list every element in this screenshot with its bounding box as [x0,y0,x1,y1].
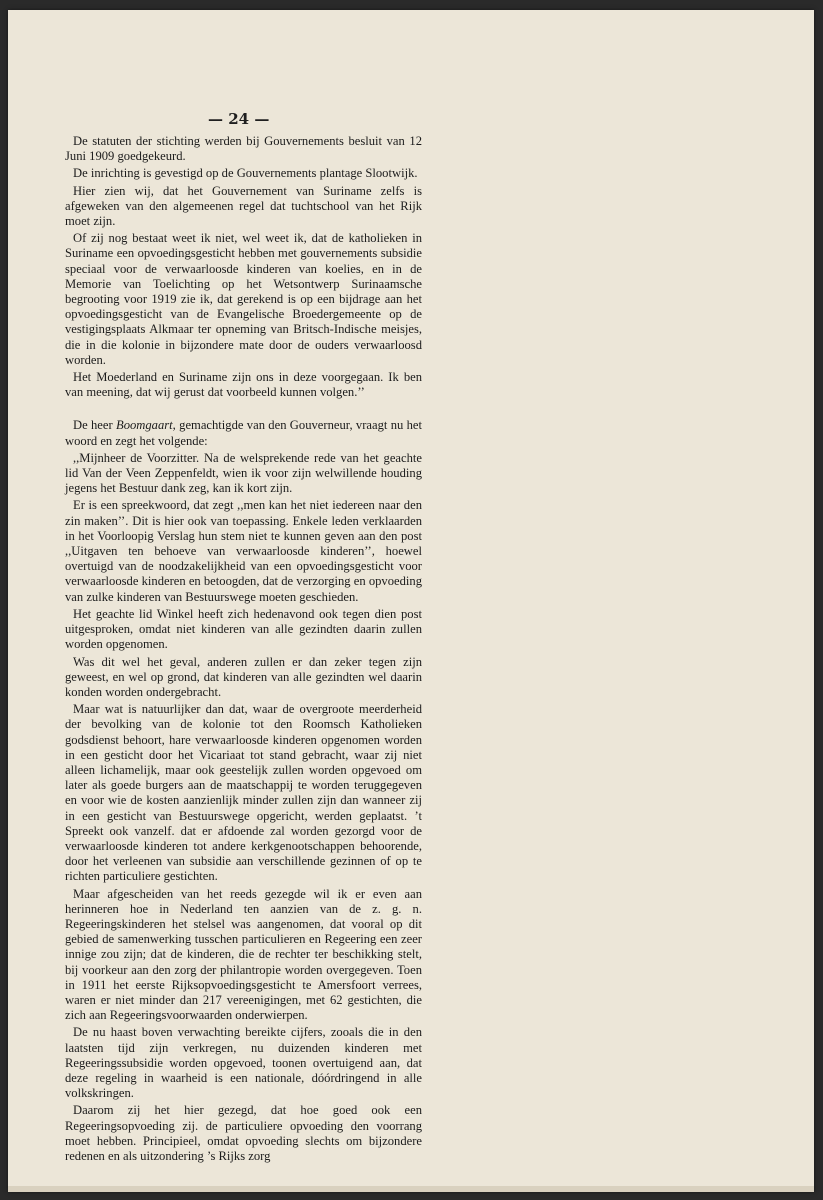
paragraph: Maar afgescheiden van het reeds gezegde wil ik er even aan herinneren hoe in Nederland ten aanzien van de z. g. n. Regeeringskinderen het stelsel was aangenomen, dat vooral op dit gebied de samenwerking tusschen particulieren en Regeering een zeer innige zou zijn; dat de kinderen, die de rechter ter beschikking stelt, bij voorkeur aan den zorg der philantropie worden overgegeven. Toen in 1911 het eerste Rijksopvoedingsgesticht te Amersfoort verrees, waren er niet minder dan 217 vereenigingen, met 62 gestichten, die zich aan Regeeringsvoorwaarden onderwierpen. [65,886,422,1023]
paragraph-speaker-intro [65,418,422,448]
paragraph: Was dit wel het geval, anderen zullen er dan zeker tegen zijn geweest, en wel op grond, dat kinderen van alle gezindten wel daarin konden worden ondergebracht. [65,654,422,699]
paragraph: Er is een spreekwoord, dat zegt ,,men kan het niet iedereen naar den zin maken’’. Dit is hier ook van toepassing. Enkele leden verklaarden in het Voorloopig Verslag hun stem niet te kunnen geven aan den post ,,Uitgaven ten behoeve van verwaarloosde kinderen’’, hoewel overtuigd van de noodzakelijkheid van een opvoedingsgesticht voor verwaarloosde kinderen en betoogden, dat de verzorging en opvoeding van zulke kinderen van Bestuurswege moeten geschieden. [65,498,422,604]
paragraph: Het Moederland en Suriname zijn ons in deze voorgegaan. Ik ben van meening, dat wij gerust dat voorbeeld kunnen volgen.’’ [65,370,422,400]
speaker-intro-before: De heer [73,418,116,433]
paragraph: De nu haast boven verwachting bereikte cijfers, zooals die in den laatsten tijd zijn verkregen, nu duizenden kinderen met Regeeringssubsidie worden opgevoed, toonen overtuigend aan, dat deze regeling in waarheid is een nationale, dóórdringend in alle volkskringen. [65,1025,422,1101]
paragraph: De inrichting is gevestigd op de Gouvernements plantage Slootwijk. [73,166,418,181]
paragraph: Daarom zij het hier gezegd, dat hoe goed ook een Regeeringsopvoeding zij. de particuliere opvoeding den voorrang moet hebben. Principieel, omdat opvoeding slechts om bijzondere redenen en als uitzondering ’s Rijks zorg [65,1103,422,1163]
paragraph: Hier zien wij, dat het Gouvernement van Suriname zelfs is afgeweken van den algemeenen regel dat tuchtschool van het Rijk moet zijn. [65,183,422,229]
document-page [8,10,814,1192]
paragraph: Het geachte lid Winkel heeft zich hedenavond ook tegen dien post uitgesproken, omdat niet kinderen van alle gezindten daarin zullen worden opgenomen. [65,606,422,652]
paragraph: Maar wat is natuurlijker dan dat, waar de overgroote meerderheid der bevolking van de kolonie tot den Roomsch Katholieken godsdienst behoort, hare verwaarloosde kinderen opgenomen worden in een gesticht door het Vicariaat tot stand gebracht, waar zij niet alleen lichamelijk, maar ook geestelijk zullen worden opgevoed om later als goede burgers aan de maatschappij te worden teruggegeven en voor wie de kosten aanzienlijk minder zullen zijn dan wanneer zij in een gesticht van Bestuurswege opgericht, werden geplaatst. ’t Spreekt ook vanzelf. dat er afdoende zal worden gezorgd voor de verwaarloosde kinderen tot andere kerkgenootschappen behoorende, door het verleenen van subsidie aan verschillende gezinnen of op te richten particuliere gestichten. [65,702,422,884]
paragraph: De statuten der stichting werden bij Gouvernements besluit van 12 Juni 1909 goedgekeurd. [65,134,422,164]
paragraph: Of zij nog bestaat weet ik niet, wel weet ik, dat de katholieken in Suriname een opvoedingsgesticht hebben met gouvernements subsidie speciaal voor de verwaarloosde kinderen van koelies, en in de Memorie van Toelichting op het Wetsontwerp Surinaamsche begrooting voor 1919 zie ik, dat gerekend is op een bijdrage aan het opvoedingsgesticht van de Evangelische Broedergemeente op de vestigingsplaats Alkmaar ter opneming van Britsch-Indische meisjes, die in die kolonie in bijzondere mate door de ouders verwaarloosd worden. [65,231,422,367]
page-edge [8,1186,814,1192]
page-number: — 24 — [208,110,270,128]
speaker-intro-after: gemachtigde van den Gouverneur, vraagt nu het woord en zegt het volgende: [65,418,423,448]
text-column [65,134,422,1166]
speaker-name: Boomgaart, [116,418,176,433]
paragraph: ,,Mijnheer de Voorzitter. Na de welsprekende rede van het geachte lid Van der Veen Zeppenfeldt, wien ik voor zijn welwillende houding jegens het Bestuur dank zeg, kan ik kort zijn. [65,450,422,496]
